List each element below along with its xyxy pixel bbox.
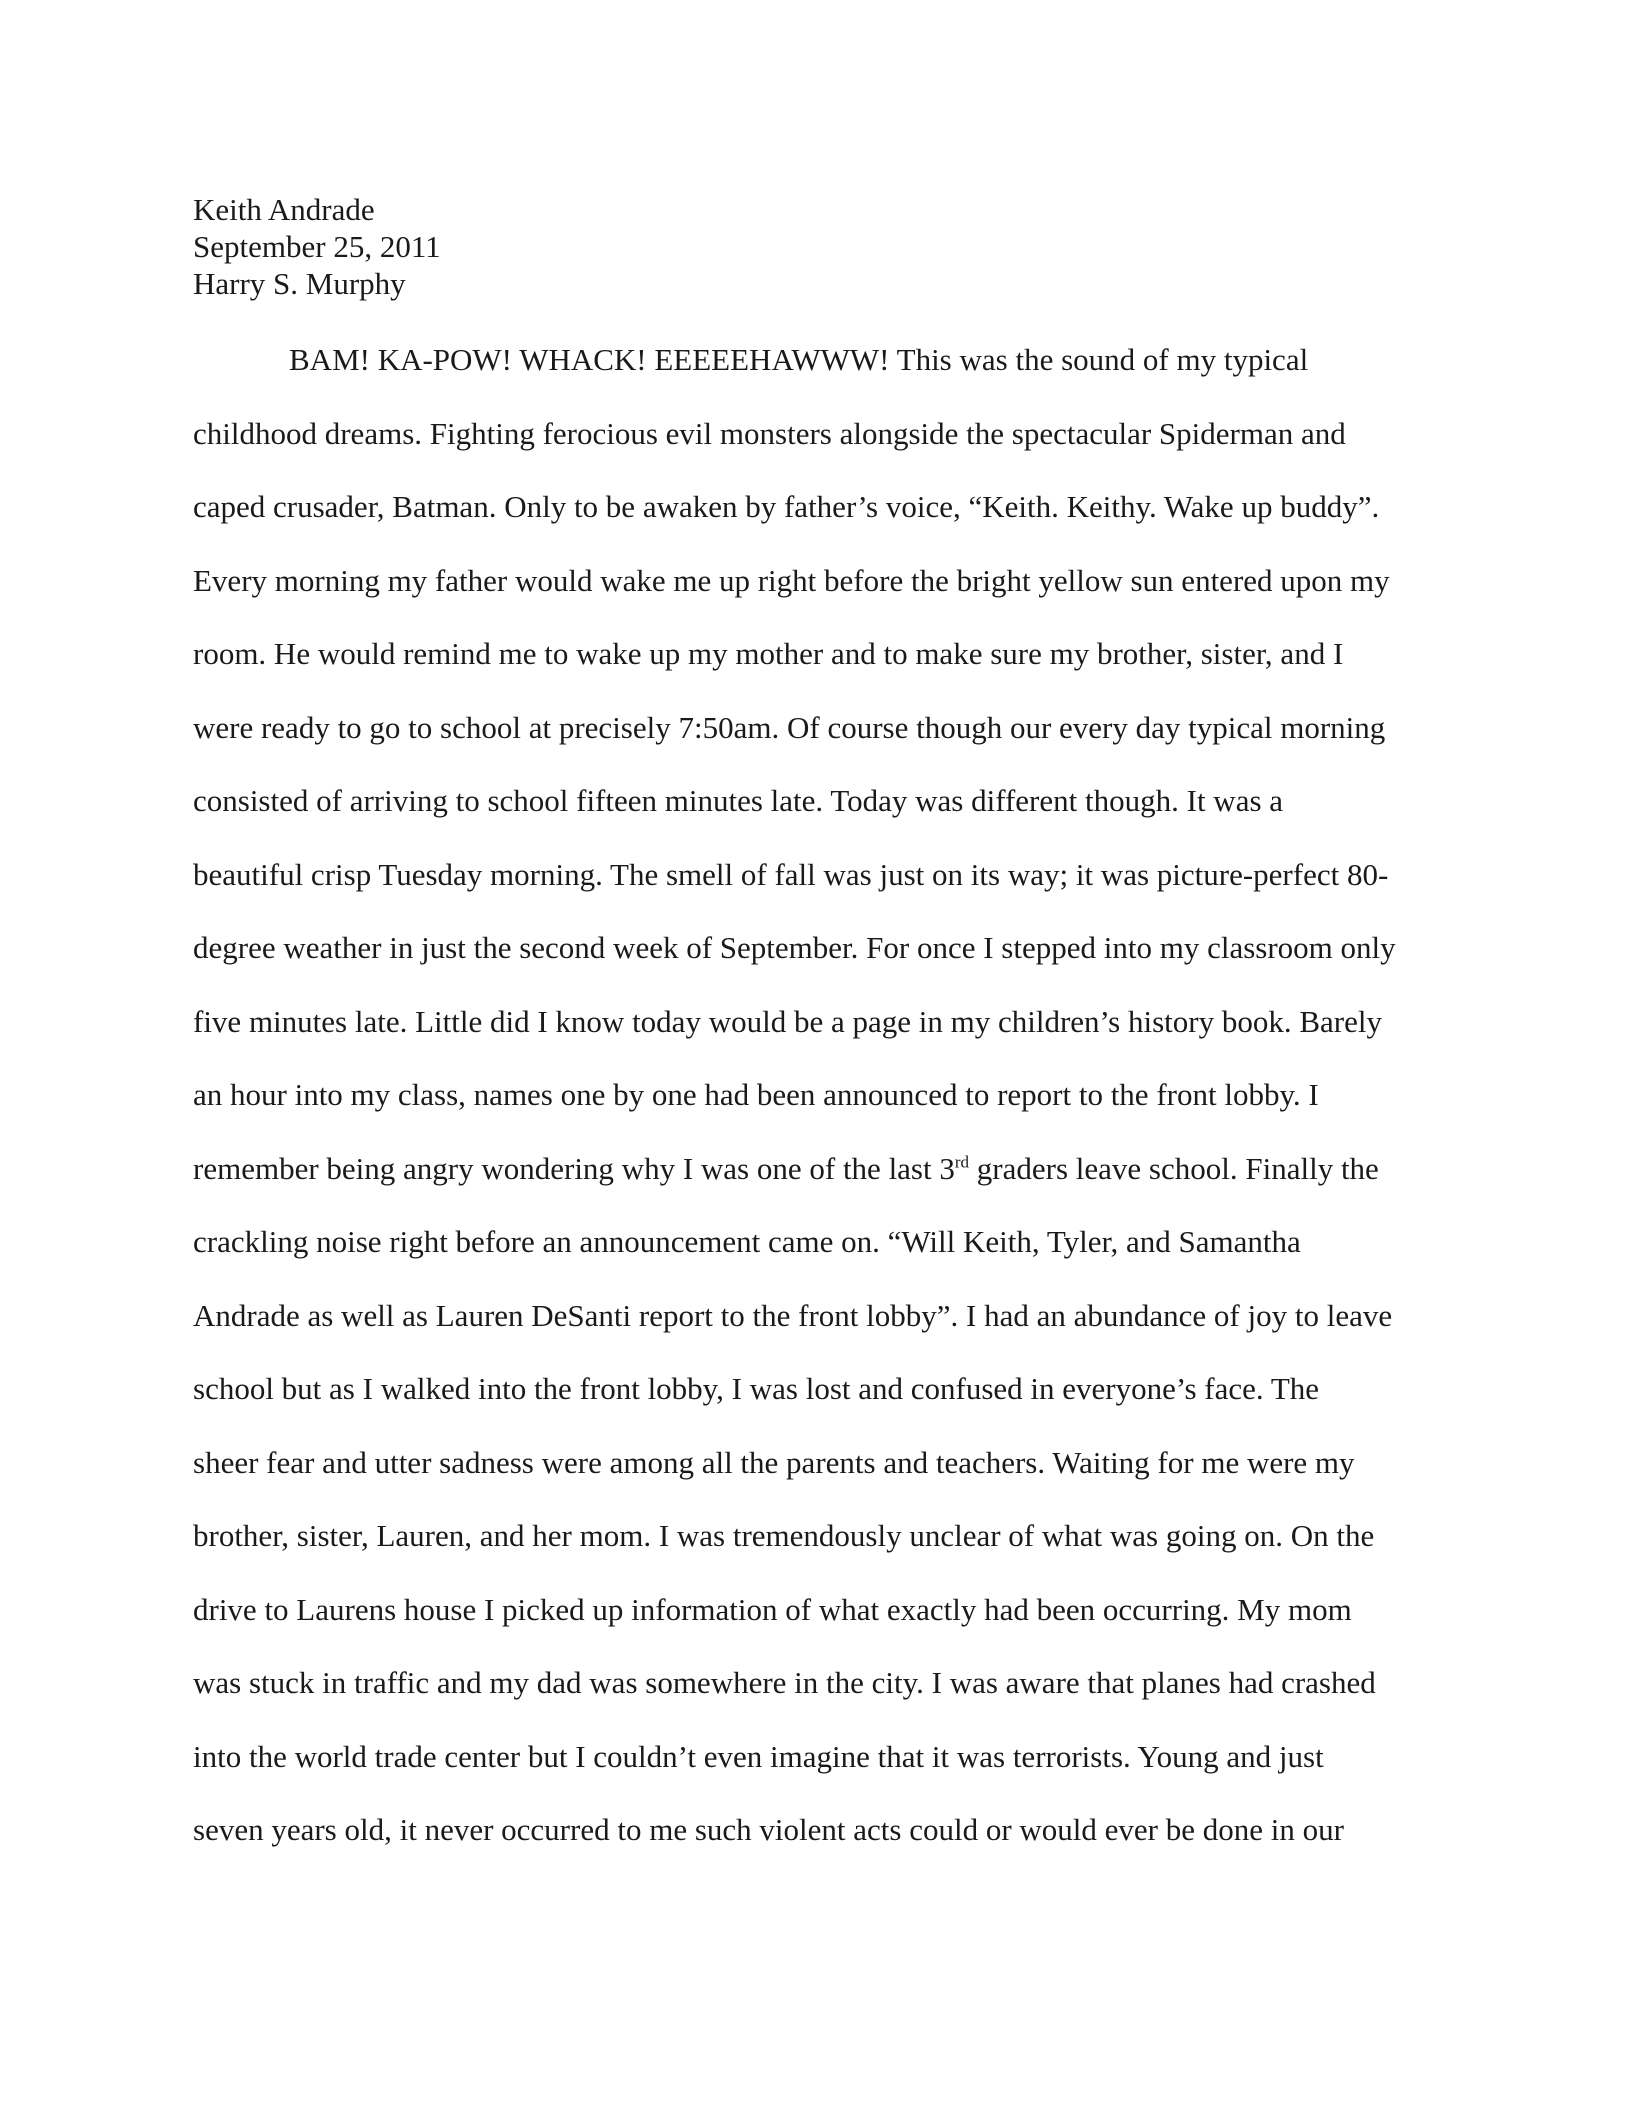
text-line-13: crackling noise right before an announcement came on. “Will Keith, Tyler, and Samantha: [193, 1224, 1301, 1259]
document-date: September 25, 2011: [193, 229, 441, 264]
text-line-12-start: remember being angry wondering why I was one of the last 3: [193, 1150, 955, 1186]
recipient-name: Harry S. Murphy: [193, 266, 406, 301]
text-line-2: childhood dreams. Fighting ferocious evil monsters alongside the spectacular Spiderman and: [193, 415, 1346, 451]
essay-body: [193, 338, 1453, 1882]
text-line-4: Every morning my father would wake me up right before the bright yellow sun entered upon my: [193, 562, 1390, 598]
text-line-12: [193, 1147, 1453, 1221]
text-line-12-end: graders leave school. Finally the: [969, 1150, 1379, 1186]
text-line-16: sheer fear and utter sadness were among all the parents and teachers. Waiting for me were my: [193, 1444, 1355, 1480]
text-line-8: beautiful crisp Tuesday morning. The smell of fall was just on its way; it was picture-perfect 80-: [193, 856, 1389, 892]
text-line-3: caped crusader, Batman. Only to be awaken by father’s voice, “Keith. Keithy. Wake up buddy”.: [193, 489, 1380, 524]
text-line-7: consisted of arriving to school fifteen minutes late. Today was different though. It was a: [193, 783, 1284, 818]
ordinal-suffix: rd: [954, 1152, 970, 1172]
author-name: Keith Andrade: [193, 192, 375, 227]
text-line-19: was stuck in traffic and my dad was somewhere in the city. I was aware that planes had crashed: [193, 1665, 1376, 1700]
text-line-18: drive to Laurens house I picked up information of what exactly had been occurring. My mom: [193, 1591, 1352, 1627]
text-line-11: an hour into my class, names one by one had been announced to report to the front lobby. I: [193, 1077, 1319, 1112]
text-line-6: were ready to go to school at precisely 7:50am. Of course though our every day typical morning: [193, 709, 1386, 745]
text-line-15: school but as I walked into the front lobby, I was lost and confused in everyone’s face. The: [193, 1371, 1320, 1406]
text-line-14: Andrade as well as Lauren DeSanti report to the front lobby”. I had an abundance of joy to leave: [193, 1297, 1393, 1333]
text-line-1: BAM! KA-POW! WHACK! EEEEEHAWWW! This was the sound of my typical: [289, 342, 1309, 377]
text-line-20: into the world trade center but I couldn’t even imagine that it was terrorists. Young and just: [193, 1738, 1324, 1774]
text-line-10: five minutes late. Little did I know today would be a page in my children’s history book. Barely: [193, 1003, 1382, 1039]
text-line-9: degree weather in just the second week of September. For once I stepped into my classroom only: [193, 930, 1396, 965]
text-line-5: room. He would remind me to wake up my mother and to make sure my brother, sister, and I: [193, 636, 1344, 671]
text-line-21: seven years old, it never occurred to me such violent acts could or would ever be done in our: [193, 1812, 1344, 1847]
text-line-17: brother, sister, Lauren, and her mom. I was tremendously unclear of what was going on. On the: [193, 1518, 1375, 1553]
document-header: [193, 191, 1453, 302]
